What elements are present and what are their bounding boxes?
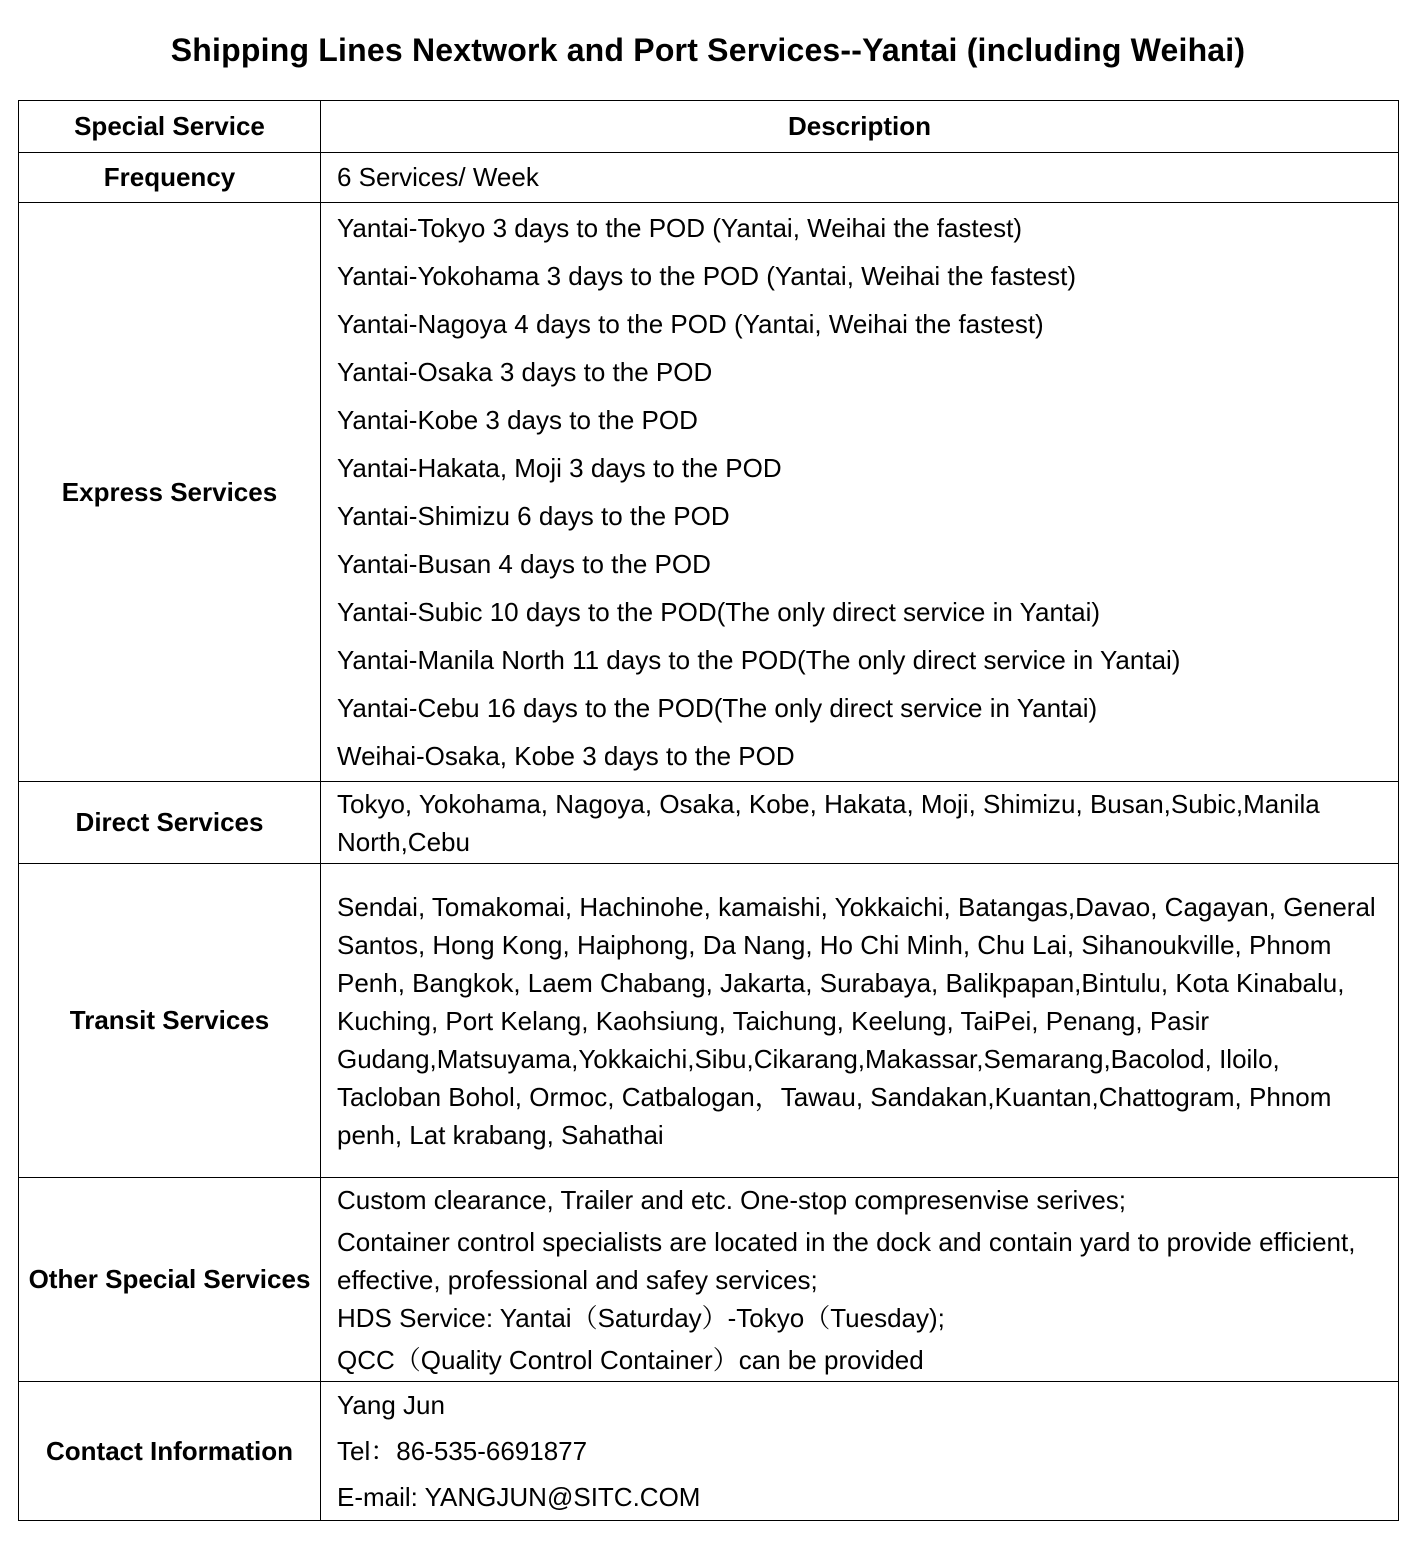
- express-line: Yantai-Hakata, Moji 3 days to the POD: [337, 453, 782, 483]
- express-line: Yantai-Nagoya 4 days to the POD (Yantai, Weihai the fastest): [337, 309, 1044, 339]
- header-special-service: Special Service: [19, 101, 321, 153]
- services-table: [18, 100, 1399, 1521]
- contact-label: Contact Information: [19, 1382, 321, 1521]
- other-line-qcc: QCC（Quality Control Container）can be provided: [337, 1344, 924, 1375]
- contact-tel: Tel：86-535-6691877: [337, 1436, 588, 1466]
- express-line: Yantai-Kobe 3 days to the POD: [337, 405, 698, 435]
- table-row-contact: [19, 1382, 1399, 1521]
- frequency-label: Frequency: [19, 153, 321, 203]
- direct-label: Direct Services: [19, 782, 321, 864]
- express-lines-list: [337, 204, 1388, 780]
- express-line: Yantai-Shimizu 6 days to the POD: [337, 501, 730, 531]
- frequency-value: 6 Services/ Week: [321, 153, 1399, 203]
- express-line: Yantai-Subic 10 days to the POD(The only direct service in Yantai): [337, 597, 1101, 627]
- transit-ports-text: Sendai, Tomakomai, Hachinohe, kamaishi, Yokkaichi, Batangas,Davao, Cagayan, General Santos, Hong Kong, Haiphong, Da Nang, Ho Chi Minh, Chu Lai, Sihanoukville, Phnom Penh, Bangkok, Laem Chabang, Jakarta, Surabaya, Balikpapan,Bintulu, Kota Kinabalu, Kuching, Port Kelang, Kaohsiung, Taichung, Keelung, TaiPei, Penang, Pasir Gudang,Matsuyama,Yokkaichi,Sibu,Cikarang,Makassar,Semarang,Bacolod, Iloilo, Tacloban Bohol, Ormoc, Catbalogan，Tawau, Sandakan,Kuantan,Chattogram, Phnom penh, Lat krabang, Sahathai: [337, 891, 1376, 1150]
- page-title: Shipping Lines Nextwork and Port Services--Yantai (including Weihai): [170, 32, 1246, 68]
- table-header-row: [19, 101, 1399, 153]
- express-line: Yantai-Manila North 11 days to the POD(The only direct service in Yantai): [337, 645, 1181, 675]
- contact-email[interactable]: E-mail: YANGJUN@SITC.COM: [337, 1482, 701, 1512]
- express-line: Yantai-Tokyo 3 days to the POD (Yantai, Weihai the fastest): [337, 213, 1023, 243]
- transit-label: Transit Services: [19, 864, 321, 1178]
- other-line-clearance: Custom clearance, Trailer and etc. One-stop compresenvise serives;: [337, 1184, 1127, 1215]
- header-description: Description: [321, 101, 1399, 153]
- express-label: Express Services: [19, 203, 321, 782]
- express-line: Yantai-Osaka 3 days to the POD: [337, 357, 713, 387]
- direct-ports-text: Tokyo, Yokohama, Nagoya, Osaka, Kobe, Hakata, Moji, Shimizu, Busan,Subic,Manila North,Cebu: [337, 788, 1320, 857]
- table-row-express: [19, 203, 1399, 782]
- express-line: Weihai-Osaka, Kobe 3 days to the POD: [337, 741, 795, 771]
- other-line-specialists: Container control specialists are located in the dock and contain yard to provide efficient, effective, professional and safey services;: [337, 1226, 1356, 1295]
- direct-description: [321, 782, 1399, 864]
- table-row-other: [19, 1178, 1399, 1382]
- express-line: Yantai-Busan 4 days to the POD: [337, 549, 711, 579]
- transit-description: [321, 864, 1399, 1178]
- express-line: Yantai-Yokohama 3 days to the POD (Yantai, Weihai the fastest): [337, 261, 1076, 291]
- contact-name: Yang Jun: [337, 1390, 445, 1420]
- other-line-hds: HDS Service: Yantai（Saturday）-Tokyo（Tuesday);: [337, 1302, 945, 1333]
- table-row-transit: [19, 864, 1399, 1178]
- contact-description: [321, 1382, 1399, 1521]
- express-description: [321, 203, 1399, 782]
- express-line: Yantai-Cebu 16 days to the POD(The only direct service in Yantai): [337, 693, 1098, 723]
- table-row-frequency: [19, 153, 1399, 203]
- other-description: [321, 1178, 1399, 1382]
- table-row-direct: [19, 782, 1399, 864]
- other-label: Other Special Services: [19, 1178, 321, 1382]
